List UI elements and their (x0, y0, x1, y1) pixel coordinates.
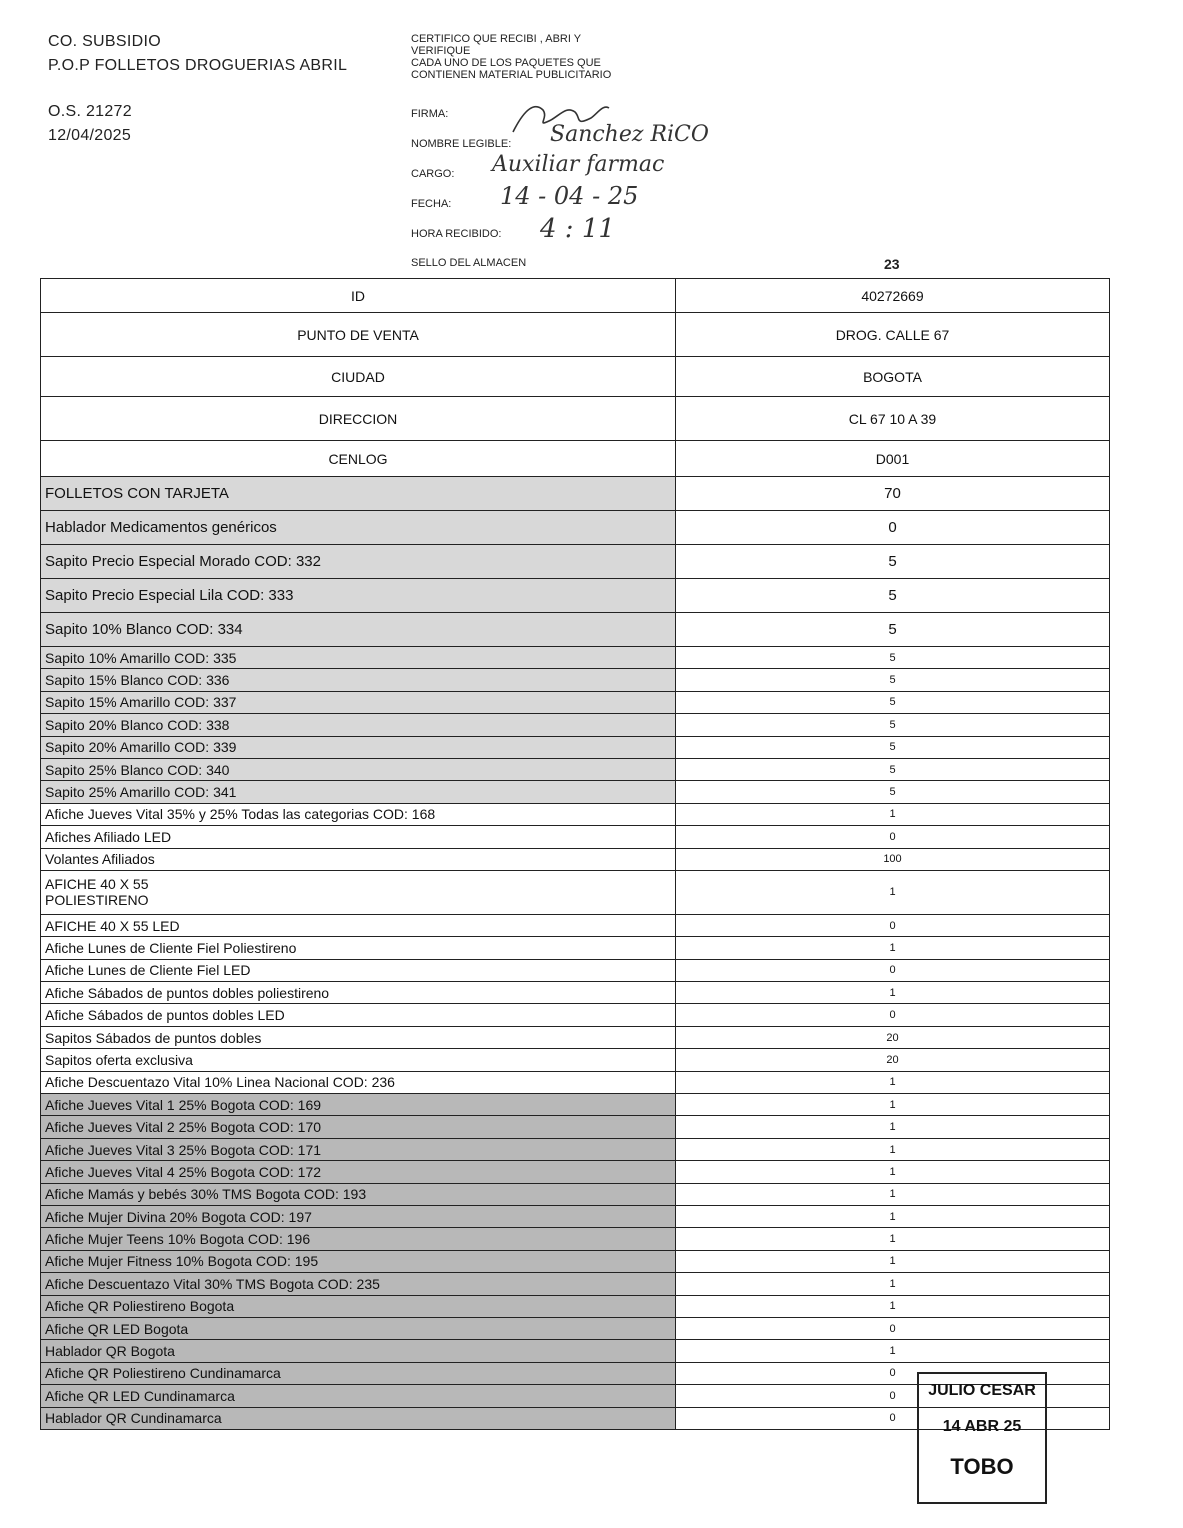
item-label: Sapito 25% Blanco COD: 340 (41, 758, 676, 780)
item-label: Sapito 15% Blanco COD: 336 (41, 669, 676, 691)
item-quantity: 20 (676, 1049, 1110, 1071)
item-quantity: 1 (676, 870, 1110, 914)
item-quantity: 1 (676, 1116, 1110, 1138)
item-quantity: 1 (676, 1138, 1110, 1160)
info-row (41, 397, 1110, 441)
certificate-line: CADA UNO DE LOS PAQUETES QUE (411, 57, 601, 69)
item-quantity: 0 (676, 1004, 1110, 1026)
stamp-place: TOBO (950, 1454, 1014, 1479)
table-row (41, 1340, 1110, 1362)
table-row (41, 714, 1110, 736)
fecha-value: 14 - 04 - 25 (500, 182, 639, 210)
item-label: Afiche QR LED Cundinamarca (41, 1385, 676, 1407)
item-label: Hablador QR Cundinamarca (41, 1407, 676, 1429)
info-row (41, 313, 1110, 357)
info-value: 40272669 (676, 279, 1110, 313)
item-quantity: 0 (676, 1362, 1110, 1384)
info-row (41, 441, 1110, 477)
table-row (41, 1273, 1110, 1295)
table-row (41, 1004, 1110, 1026)
certificate-line: VERIFIQUE (411, 45, 471, 57)
item-quantity: 0 (676, 1385, 1110, 1407)
info-row (41, 357, 1110, 397)
item-label: Sapitos oferta exclusiva (41, 1049, 676, 1071)
table-row (41, 511, 1110, 545)
sello-label: SELLO DEL ALMACEN (411, 257, 527, 269)
table-row (41, 545, 1110, 579)
table-row (41, 1026, 1110, 1048)
item-label: Sapito 10% Amarillo COD: 335 (41, 647, 676, 669)
item-quantity: 1 (676, 1161, 1110, 1183)
seal-number: 23 (884, 256, 900, 272)
table-row (41, 803, 1110, 825)
item-quantity: 5 (676, 613, 1110, 647)
table-row (41, 848, 1110, 870)
table-row (41, 477, 1110, 511)
document-title: P.O.P FOLLETOS DROGUERIAS ABRIL (48, 57, 348, 74)
item-quantity: 5 (676, 579, 1110, 613)
item-label: Afiche QR Poliestireno Cundinamarca (41, 1362, 676, 1384)
item-quantity: 70 (676, 477, 1110, 511)
table-row (41, 1071, 1110, 1093)
info-label: CIUDAD (41, 357, 676, 397)
item-label: Afiche Mujer Teens 10% Bogota COD: 196 (41, 1228, 676, 1250)
firma-label: FIRMA: (411, 108, 449, 120)
table-row (41, 647, 1110, 669)
table-row (41, 579, 1110, 613)
item-quantity: 1 (676, 937, 1110, 959)
item-quantity: 5 (676, 714, 1110, 736)
item-label: AFICHE 40 X 55 LED (41, 914, 676, 936)
nombre-value: Sanchez RiCO (550, 122, 709, 147)
item-label: Afiche Mujer Fitness 10% Bogota COD: 195 (41, 1250, 676, 1272)
table-row (41, 613, 1110, 647)
company-name: CO. SUBSIDIO (48, 33, 161, 50)
table-row (41, 826, 1110, 848)
item-quantity: 0 (676, 511, 1110, 545)
info-value: DROG. CALLE 67 (676, 313, 1110, 357)
item-quantity: 1 (676, 803, 1110, 825)
table-row (41, 937, 1110, 959)
item-quantity: 20 (676, 1026, 1110, 1048)
table-row (41, 1205, 1110, 1227)
store-stamp (917, 1372, 1047, 1504)
item-quantity: 1 (676, 1094, 1110, 1116)
certificate-text (411, 33, 611, 81)
info-row (41, 279, 1110, 313)
table-row (41, 758, 1110, 780)
item-label: Sapito 25% Amarillo COD: 341 (41, 781, 676, 803)
table-row (41, 1161, 1110, 1183)
item-quantity: 5 (676, 781, 1110, 803)
table-row (41, 1228, 1110, 1250)
table-row (41, 1116, 1110, 1138)
item-quantity: 1 (676, 1228, 1110, 1250)
cargo-label: CARGO: (411, 168, 455, 180)
certificate-line: CONTIENEN MATERIAL PUBLICITARIO (411, 69, 612, 81)
item-quantity: 1 (676, 1340, 1110, 1362)
item-label: Afiche Lunes de Cliente Fiel Poliestireno (41, 937, 676, 959)
table-row (41, 1138, 1110, 1160)
table-row (41, 1049, 1110, 1071)
item-quantity: 5 (676, 736, 1110, 758)
item-label: Sapito 20% Amarillo COD: 339 (41, 736, 676, 758)
table-row (41, 959, 1110, 981)
item-label: Afiche Jueves Vital 1 25% Bogota COD: 169 (41, 1094, 676, 1116)
item-label: Sapito Precio Especial Morado COD: 332 (41, 545, 676, 579)
info-value: CL 67 10 A 39 (676, 397, 1110, 441)
item-quantity: 1 (676, 1250, 1110, 1272)
item-quantity: 0 (676, 1407, 1110, 1429)
info-label: CENLOG (41, 441, 676, 477)
document-header (48, 30, 347, 148)
item-label: Afiche QR LED Bogota (41, 1317, 676, 1339)
item-quantity: 5 (676, 545, 1110, 579)
item-quantity: 0 (676, 959, 1110, 981)
table-row (41, 1317, 1110, 1339)
item-label: Sapito Precio Especial Lila COD: 333 (41, 579, 676, 613)
table-row (41, 1250, 1110, 1272)
item-label: Afiche Sábados de puntos dobles poliestireno (41, 982, 676, 1004)
item-label: Afiche Mujer Divina 20% Bogota COD: 197 (41, 1205, 676, 1227)
item-quantity: 5 (676, 669, 1110, 691)
item-quantity: 1 (676, 1183, 1110, 1205)
item-label: Afiches Afiliado LED (41, 826, 676, 848)
item-label: Afiche Lunes de Cliente Fiel LED (41, 959, 676, 981)
item-label: Afiche Descuentazo Vital 30% TMS Bogota COD: 235 (41, 1273, 676, 1295)
document-date: 12/04/2025 (48, 127, 132, 144)
item-quantity: 0 (676, 914, 1110, 936)
item-label: Afiche Jueves Vital 2 25% Bogota COD: 170 (41, 1116, 676, 1138)
hora-value: 4 : 11 (540, 214, 615, 244)
certificate-line: CERTIFICO QUE RECIBI , ABRI Y (411, 33, 582, 45)
item-quantity: 0 (676, 1317, 1110, 1339)
item-quantity: 0 (676, 826, 1110, 848)
item-quantity: 100 (676, 848, 1110, 870)
item-quantity: 5 (676, 691, 1110, 713)
info-label: ID (41, 279, 676, 313)
info-value: D001 (676, 441, 1110, 477)
item-quantity: 1 (676, 1205, 1110, 1227)
item-quantity: 1 (676, 1273, 1110, 1295)
table-row (41, 691, 1110, 713)
stamp-name: JULIO CESAR (928, 1382, 1036, 1399)
item-quantity: 1 (676, 982, 1110, 1004)
table-row (41, 1183, 1110, 1205)
info-label: PUNTO DE VENTA (41, 313, 676, 357)
stamp-date: 14 ABR 25 (942, 1418, 1022, 1435)
item-quantity: 1 (676, 1295, 1110, 1317)
table-row (41, 870, 1110, 914)
info-value: BOGOTA (676, 357, 1110, 397)
item-label: Volantes Afiliados (41, 848, 676, 870)
item-label: Hablador QR Bogota (41, 1340, 676, 1362)
table-row (41, 781, 1110, 803)
item-label: Afiche Mamás y bebés 30% TMS Bogota COD: 193 (41, 1183, 676, 1205)
fecha-label: FECHA: (411, 198, 452, 210)
item-label: Hablador Medicamentos genéricos (41, 511, 676, 545)
item-label: Sapito 20% Blanco COD: 338 (41, 714, 676, 736)
cargo-value: Auxiliar farmac (492, 152, 665, 177)
table-row (41, 982, 1110, 1004)
table-row (41, 736, 1110, 758)
order-number: O.S. 21272 (48, 103, 132, 120)
item-label: Afiche Jueves Vital 3 25% Bogota COD: 171 (41, 1138, 676, 1160)
item-label: AFICHE 40 X 55 POLIESTIRENO (41, 870, 676, 914)
delivery-table (40, 278, 1110, 1430)
item-quantity: 1 (676, 1071, 1110, 1093)
item-label: Afiche Jueves Vital 4 25% Bogota COD: 172 (41, 1161, 676, 1183)
info-label: DIRECCION (41, 397, 676, 441)
item-label: Sapito 10% Blanco COD: 334 (41, 613, 676, 647)
item-label: Afiche Descuentazo Vital 10% Linea Nacional COD: 236 (41, 1071, 676, 1093)
item-label: FOLLETOS CON TARJETA (41, 477, 676, 511)
item-quantity: 5 (676, 647, 1110, 669)
hora-label: HORA RECIBIDO: (411, 228, 502, 240)
item-quantity: 5 (676, 758, 1110, 780)
table-row (41, 914, 1110, 936)
item-label: Sapito 15% Amarillo COD: 337 (41, 691, 676, 713)
table-row (41, 1094, 1110, 1116)
item-label: Afiche Sábados de puntos dobles LED (41, 1004, 676, 1026)
table-row (41, 1295, 1110, 1317)
nombre-label: NOMBRE LEGIBLE: (411, 138, 512, 150)
item-label: Afiche Jueves Vital 35% y 25% Todas las categorias COD: 168 (41, 803, 676, 825)
item-label: Afiche QR Poliestireno Bogota (41, 1295, 676, 1317)
item-label: Sapitos Sábados de puntos dobles (41, 1026, 676, 1048)
table-row (41, 669, 1110, 691)
